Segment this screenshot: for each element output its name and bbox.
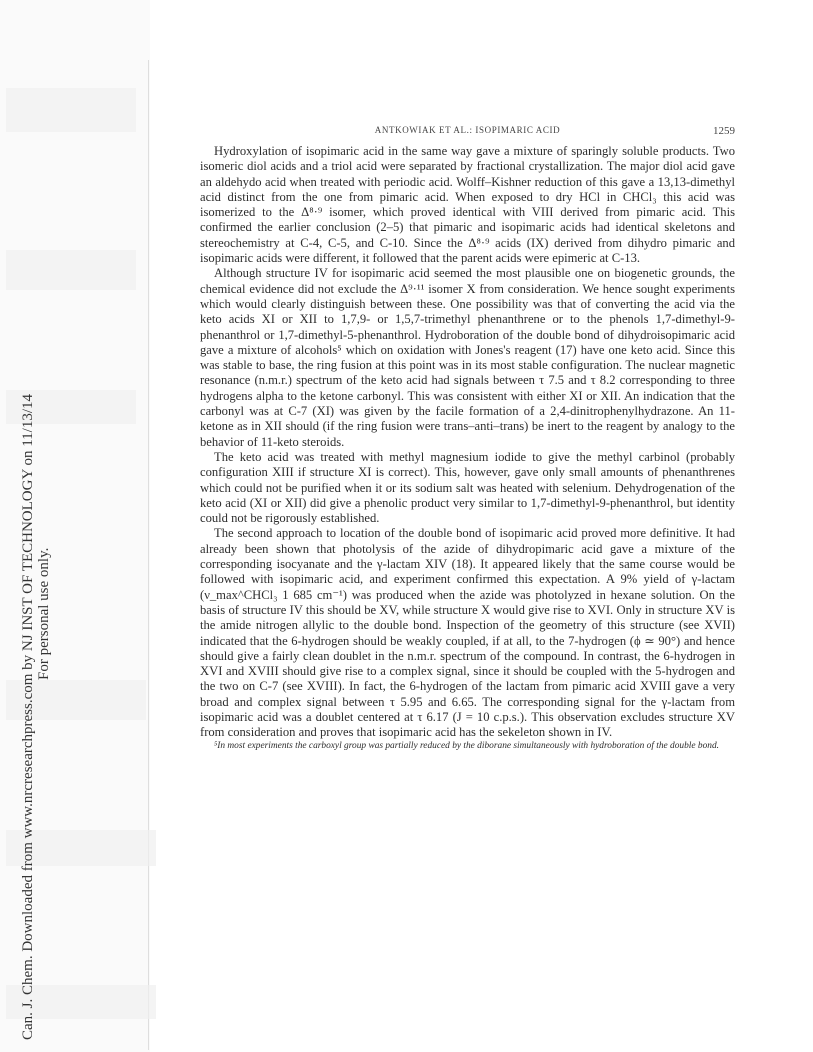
scan-smudge: [6, 88, 136, 132]
page-number: 1259: [713, 125, 735, 137]
page-header: [200, 125, 735, 139]
personal-use-notice: For personal use only.: [36, 547, 52, 680]
margin-rule: [148, 60, 149, 1050]
download-notice-line: Can. J. Chem. Downloaded from www.nrcresearchpress.com by NJ INST OF TECHNOLOGY on 11/13/14: [20, 393, 36, 1040]
paragraph: Hydroxylation of isopimaric acid in the same way gave a mixture of sparingly soluble products. Two isomeric diol acids and a triol acid were separated by fractional crystallization. The major diol acid gave an aldehydo acid when treated with periodic acid. Wolff–Kishner reduction of this gave a 13,13-dimethyl acid distinct from the one from pimaric acid. When exposed to dry HCl in CHCl₃ this acid was isomerized to the Δ⁸·⁹ isomer, which proved identical with VIII derived from pimaric acid. This confirmed the earlier conclusion (2–5) that pimaric and isopimaric acids had identical skeletons and stereochemistry at C-4, C-5, and C-10. Since the Δ⁸·⁹ acids (IX) derived from dihydro pimaric and isopimaric acids were different, it followed that the parent acids were epimeric at C-13.: [200, 144, 735, 266]
paragraph: Although structure IV for isopimaric acid seemed the most plausible one on biogenetic grounds, the chemical evidence did not exclude the Δ⁹·¹¹ isomer X from consideration. We hence sought experiments which would clearly distinguish between these. One possibility was that of converting the acid via the keto acids XI or XII to 1,7,9- or 1,5,7-trimethyl phenanthrene or to the phenols 1,7-dimethyl-9-phenanthrol or 1,7-dimethyl-5-phenanthrol. Hydroboration of the double bond of dihydroisopimaric acid gave a mixture of alcohols⁵ which on oxidation with Jones's reagent (17) have one keto acid. Since this was stable to base, the ring fusion at this point was in its most stable configuration. The nuclear magnetic resonance (n.m.r.) spectrum of the keto acid had signals between τ 7.5 and τ 8.2 corresponding to three hydrogens alpha to the ketone carbonyl. This was consistent with either XI or XII. An indication that the carbonyl was at C-7 (XI) was given by the facile formation of a 2,4-dinitrophenylhydrazone. An 11-ketone as in XII should (if the ring fusion were trans–anti–trans) be inert to the reagent by analogy to the behavior of 11-keto steroids.: [200, 266, 735, 449]
scan-smudge: [6, 250, 136, 290]
article-body: [200, 144, 735, 752]
paragraph: The second approach to location of the double bond of isopimaric acid proved more definitive. It had already been shown that photolysis of the azide of dihydropimaric acid gave a mixture of the corresponding isocyanate and the γ-lactam XIV (18). It appeared likely that the same course would be followed with isopimaric acid, and experiment confirmed this expectation. A 9% yield of γ-lactam (ν_max^CHCl₃ 1 685 cm⁻¹) was produced when the azide was photolyzed in hexane solution. On the basis of structure IV this should be XV, while structure X would give rise to XVI. Only in structure XV is the amide nitrogen allylic to the double bond. Inspection of the geometry of this structure (see XVII) indicated that the 6-hydrogen should be weakly coupled, if at all, to the 7-hydrogen (ϕ ≃ 90°) and hence should give a fairly clean doublet in the n.m.r. spectrum of the compound. In contrast, the 6-hydrogen in XVI and XVIII should give rise to a complex signal, since it should be coupled with the 5-hydrogen and the two on C-7 (see XVIII). In fact, the 6-hydrogen of the lactam from pimaric acid XVIII gave a very broad and complex signal between τ 5.95 and 6.65. The corresponding signal for the γ-lactam from isopimaric acid was a doublet centered at τ 6.17 (J = 10 c.p.s.). This observation excludes structure XV from consideration and proves that isopimaric acid has the sekeleton shown in IV.: [200, 526, 735, 740]
running-title: ANTKOWIAK ET AL.: ISOPIMARIC ACID: [374, 125, 561, 135]
footnote: ⁵In most experiments the carboxyl group was partially reduced by the diborane simultaneously with hydroboration of the double bond.: [214, 740, 720, 751]
paragraph: The keto acid was treated with methyl magnesium iodide to give the methyl carbinol (probably configuration XIII if structure XI is correct). This, however, gave only small amounts of phenanthrenes which could not be purified when it or its sodium salt was heated with selenium. Dehydrogenation of the keto acid (XI or XII) did give a phenolic product very similar to 1,7-dimethyl-9-phenanthrol, but identity could not be rigorously established.: [200, 449, 735, 526]
download-notice: [20, 394, 52, 1040]
